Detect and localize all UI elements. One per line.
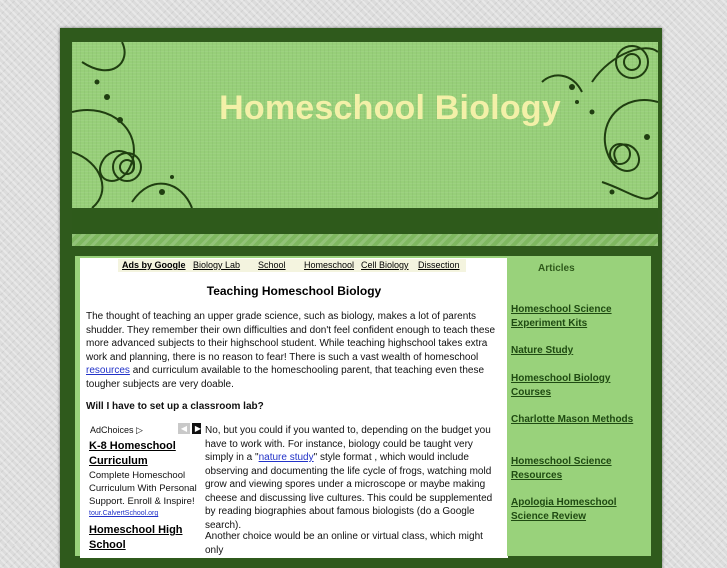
resources-link[interactable]: resources — [86, 365, 130, 376]
ad-title-k8-curriculum[interactable]: K-8 Homeschool Curriculum — [89, 440, 176, 467]
site-header — [72, 42, 658, 208]
virtual-class-paragraph: Another choice would be an online or virtual class, which might only — [205, 531, 483, 556]
sidebar-link-apologia-review[interactable]: Apologia Homeschool Science Review — [511, 497, 617, 522]
lab-text-a: No, but you could if you wanted to, depending on the budget you have to work with. For instance, biology could be taught very simply in a " — [205, 425, 491, 463]
site-title: Homeschool Biology — [219, 89, 561, 127]
ad-link-cell-biology[interactable]: Cell Biology — [361, 260, 409, 270]
ad-link-biology-lab[interactable]: Biology Lab — [193, 260, 241, 270]
lab-text-b: " style format , which would include observing and documenting the life cycle of frogs, watching mold grow and viewing spores under a microscope or maybe making cheese and discussing live cultures. This could be supplemented by reading biographies about famous biologists (do a Google search). — [205, 452, 493, 531]
ad-description: Complete Homeschool Curriculum With Personal Support. Enroll & Inspire! — [89, 470, 197, 507]
ads-by-google-label[interactable]: Ads by Google — [122, 260, 186, 270]
sidebar-link-experiment-kits[interactable]: Homeschool Science Experiment Kits — [511, 304, 612, 329]
ad-link-dissection[interactable]: Dissection — [418, 260, 460, 270]
decorative-stripe — [72, 234, 658, 246]
ad-link-homeschool[interactable]: Homeschool — [304, 260, 355, 270]
nature-study-link[interactable]: nature study — [258, 452, 314, 463]
intro-rest-text: and curriculum available to the homeschooling parent, that teaching even these tougher subjects are very doable. — [86, 365, 485, 390]
ad-url[interactable]: tour.CalvertSchool.org — [89, 510, 159, 517]
question-heading: Will I have to set up a classroom lab? — [86, 401, 264, 412]
intro-paragraph — [86, 310, 502, 391]
google-ad-links-bar — [118, 259, 466, 272]
ad-box — [87, 423, 201, 553]
ad-title-homeschool-high-school[interactable]: Homeschool High School — [89, 524, 183, 551]
sidebar-link-biology-courses[interactable]: Homeschool Biology Courses — [511, 373, 611, 398]
ad-link-school[interactable]: School — [258, 260, 286, 270]
ad-prev-icon[interactable]: ◀ — [178, 423, 190, 434]
adchoices-label[interactable]: AdChoices ▷ — [90, 425, 143, 435]
lab-paragraph — [205, 424, 503, 532]
sidebar-link-nature-study[interactable]: Nature Study — [511, 345, 574, 356]
intro-text: The thought of teaching an upper grade science, such as biology, makes a lot of parents shudder. They remember their own difficulties and don't feel confident enough to teach these more advanced subjects to their highschool student. While teaching highschool takes extra work and planning, there is no reason to fear! There is such a vast wealth of homeschool — [86, 311, 496, 363]
sidebar-heading: Articles — [538, 263, 575, 274]
ad-next-icon[interactable]: ▶ — [192, 423, 201, 434]
sidebar-link-science-resources[interactable]: Homeschool Science Resources — [511, 456, 612, 481]
nav-bar — [72, 210, 658, 234]
article-title: Teaching Homeschool Biology — [206, 284, 382, 298]
sidebar-link-charlotte-mason[interactable]: Charlotte Mason Methods — [511, 414, 634, 425]
